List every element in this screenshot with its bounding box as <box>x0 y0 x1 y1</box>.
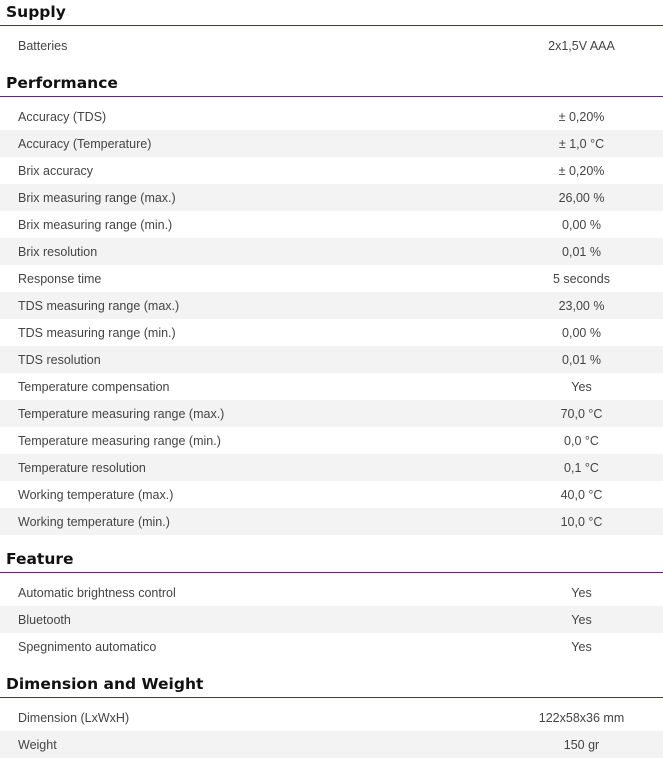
spec-value: 150 gr <box>563 737 600 752</box>
spec-value: 2x1,5V AAA <box>548 38 615 53</box>
spec-label: Working temperature (max.) <box>18 487 174 502</box>
spec-row <box>0 292 663 319</box>
section-title-performance: Performance <box>0 71 663 97</box>
spec-value: Yes <box>571 612 592 627</box>
section-title-supply: Supply <box>0 0 663 26</box>
section-performance <box>0 71 663 535</box>
spec-rows-feature <box>0 579 663 660</box>
spec-label: Temperature measuring range (min.) <box>18 433 221 448</box>
spec-label: Temperature measuring range (max.) <box>18 406 225 421</box>
spec-label: Brix resolution <box>18 244 98 259</box>
spec-label: Temperature resolution <box>18 460 146 475</box>
spec-label: Batteries <box>18 38 68 53</box>
spec-row <box>0 427 663 454</box>
spec-value: 26,00 % <box>558 190 605 205</box>
spec-row <box>0 265 663 292</box>
spec-value: Yes <box>571 639 592 654</box>
section-dimension-weight <box>0 672 663 758</box>
spec-value: ± 0,20% <box>558 109 605 124</box>
spec-row <box>0 184 663 211</box>
spec-rows-supply <box>0 32 663 59</box>
spec-row <box>0 319 663 346</box>
spec-label: Working temperature (min.) <box>18 514 170 529</box>
spec-row <box>0 400 663 427</box>
spec-value: ± 0,20% <box>558 163 605 178</box>
spec-row <box>0 633 663 660</box>
spec-row <box>0 157 663 184</box>
section-feature <box>0 547 663 660</box>
spec-value: Yes <box>571 585 592 600</box>
spec-rows-performance <box>0 103 663 535</box>
spec-row <box>0 130 663 157</box>
spec-value: 10,0 °C <box>560 514 603 529</box>
spec-label: Bluetooth <box>18 612 71 627</box>
spec-row <box>0 211 663 238</box>
spec-value: 0,1 °C <box>564 460 599 475</box>
spec-label: Brix accuracy <box>18 163 94 178</box>
spec-row <box>0 32 663 59</box>
spec-value: 0,0 °C <box>564 433 599 448</box>
spec-label: Brix measuring range (min.) <box>18 217 173 232</box>
spec-label: Accuracy (TDS) <box>18 109 107 124</box>
spec-label: TDS measuring range (min.) <box>18 325 176 340</box>
spec-row <box>0 704 663 731</box>
spec-value: 122x58x36 mm <box>538 710 625 725</box>
section-supply <box>0 0 663 59</box>
spec-row <box>0 508 663 535</box>
spec-label: Dimension (LxWxH) <box>18 710 130 725</box>
spec-label: TDS resolution <box>18 352 101 367</box>
spec-label: Accuracy (Temperature) <box>18 136 152 151</box>
spec-row <box>0 238 663 265</box>
section-title-feature: Feature <box>0 547 663 573</box>
spec-value: Yes <box>571 379 592 394</box>
spec-row <box>0 454 663 481</box>
spec-label: Response time <box>18 271 102 286</box>
spec-label: Spegnimento automatico <box>18 639 157 654</box>
spec-row <box>0 346 663 373</box>
spec-rows-dimension-weight <box>0 704 663 758</box>
spec-value: 5 seconds <box>553 271 610 286</box>
spec-value: 23,00 % <box>558 298 605 313</box>
spec-value: 40,0 °C <box>560 487 603 502</box>
spec-value: 0,00 % <box>562 217 601 232</box>
spec-label: Automatic brightness control <box>18 585 176 600</box>
spec-label: Brix measuring range (max.) <box>18 190 176 205</box>
spec-value: 70,0 °C <box>560 406 603 421</box>
spec-row <box>0 481 663 508</box>
spec-row <box>0 606 663 633</box>
spec-row <box>0 373 663 400</box>
spec-value: 0,00 % <box>562 325 601 340</box>
spec-row <box>0 103 663 130</box>
spec-label: Temperature compensation <box>18 379 170 394</box>
section-title-dimension-weight: Dimension and Weight <box>0 672 663 698</box>
spec-value: ± 1,0 °C <box>558 136 605 151</box>
spec-row <box>0 731 663 758</box>
spec-label: Weight <box>18 737 57 752</box>
spec-value: 0,01 % <box>562 352 601 367</box>
spec-value: 0,01 % <box>562 244 601 259</box>
spec-label: TDS measuring range (max.) <box>18 298 180 313</box>
spec-row <box>0 579 663 606</box>
